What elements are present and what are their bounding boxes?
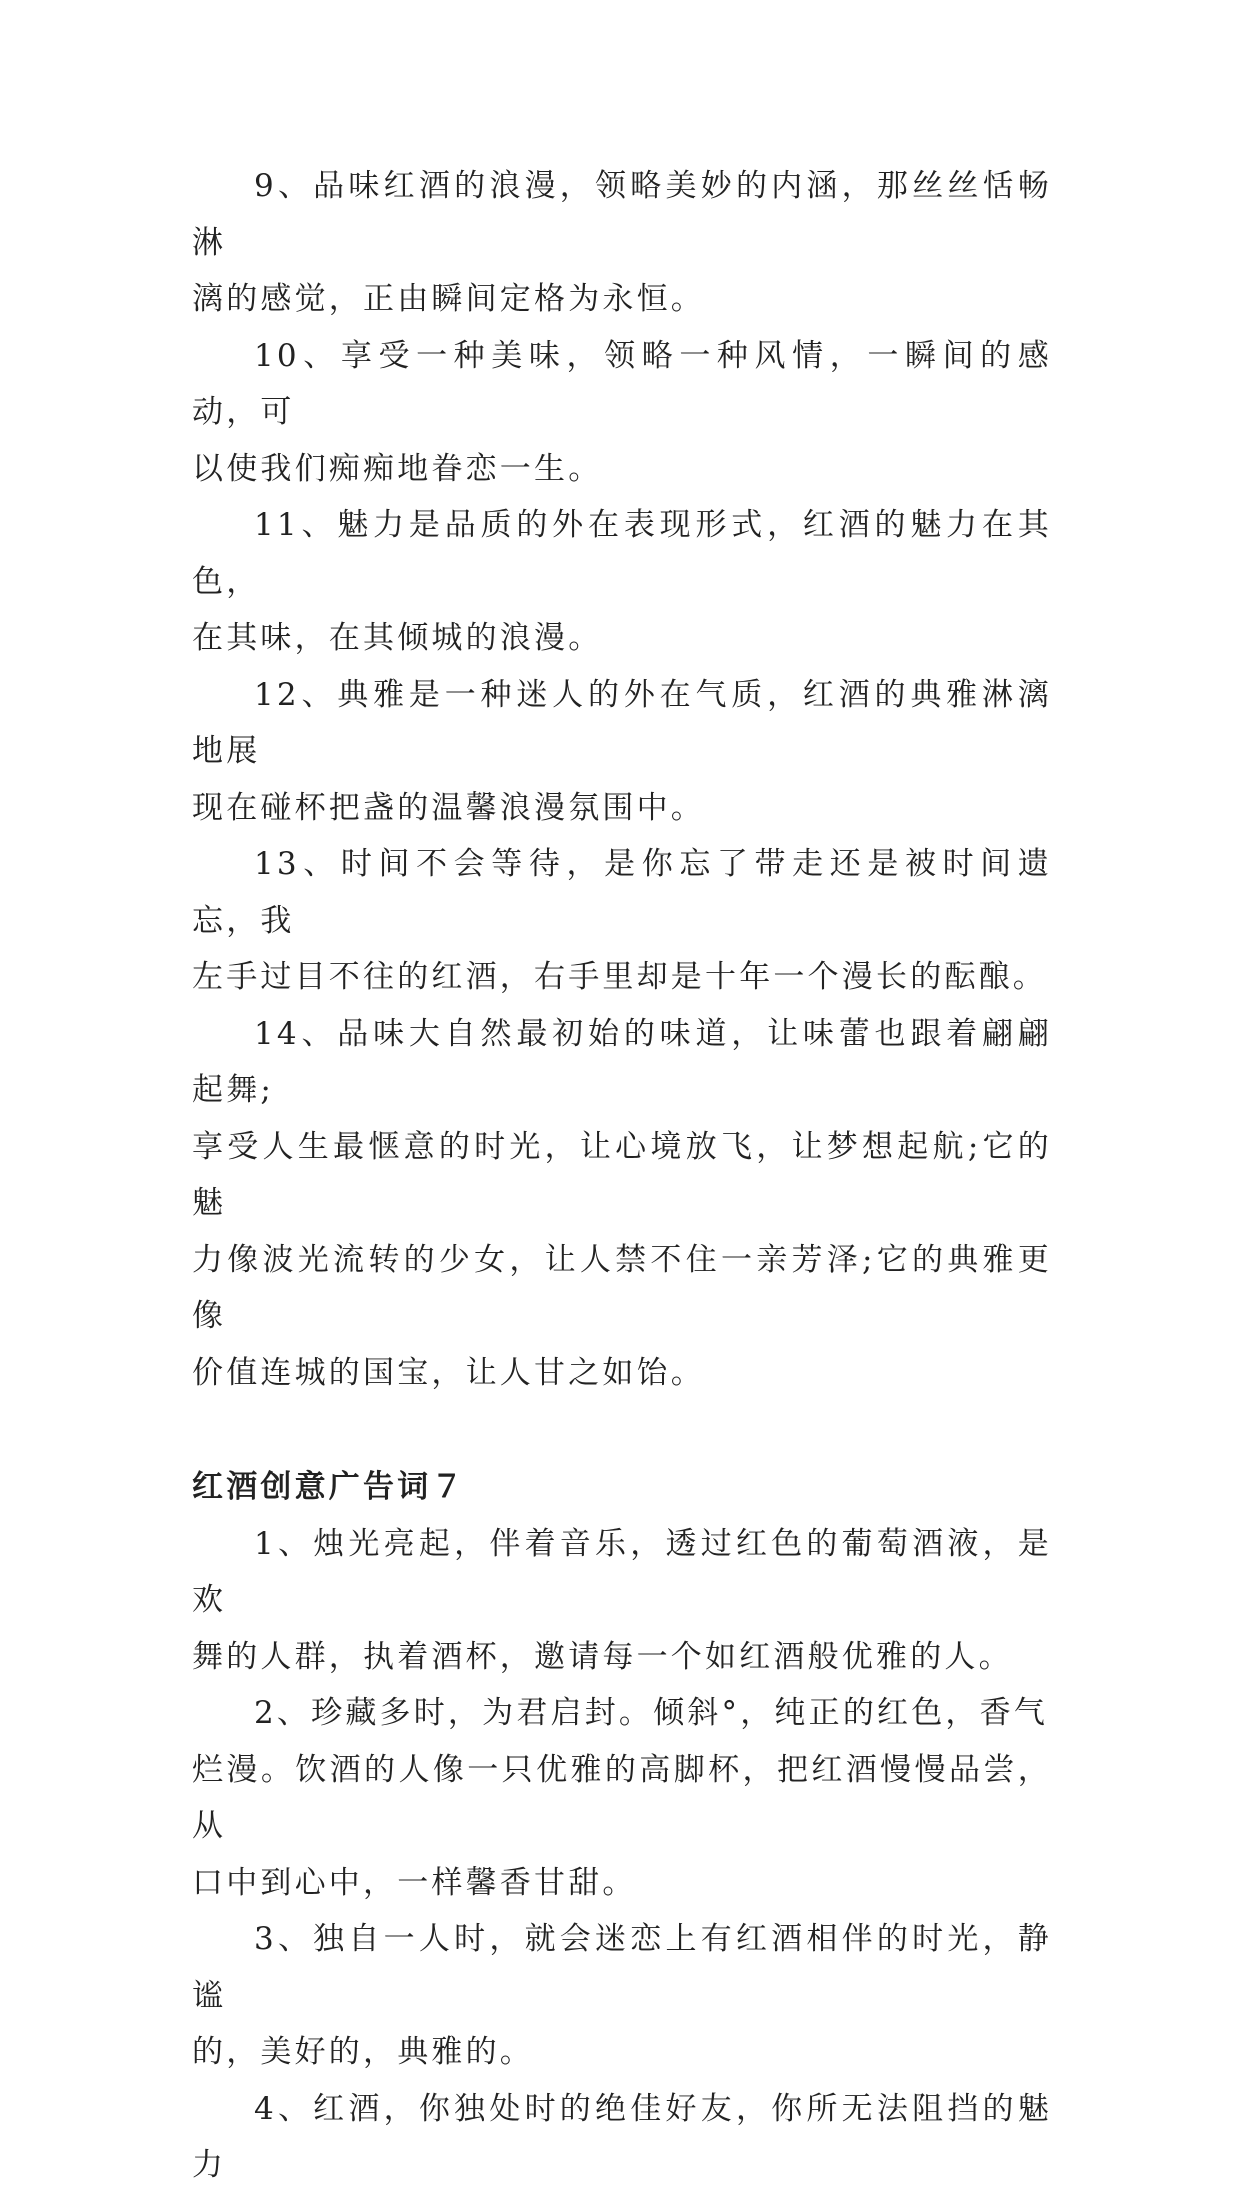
paragraph-9: 9、品味红酒的浪漫，领略美妙的内涵，那丝丝恬畅淋 漓的感觉，正由瞬间定格为永恒。 <box>192 168 1052 317</box>
paragraph-10: 10、享受一种美味，领略一种风情，一瞬间的感动，可 以使我们痴痴地眷恋一生。 <box>192 337 1052 487</box>
paragraph-2: 2、珍藏多时，为君启封。倾斜°，纯正的红色，香气 烂漫。饮酒的人像一只优雅的高脚杯，把红酒慢慢品尝，从 口中到心中，一样馨香甘甜。 <box>192 1695 1052 1901</box>
paragraph-3: 3、独自一人时，就会迷恋上有红酒相伴的时光，静谧 的，美好的，典雅的。 <box>192 1921 1052 2070</box>
paragraph-13: 13、时间不会等待，是你忘了带走还是被时间遗忘，我 左手过目不往的红酒，右手里却是十年一个漫长的酝酿。 <box>192 846 1052 995</box>
paragraph-11: 11、魅力是品质的外在表现形式，红酒的魅力在其色， 在其味，在其倾城的浪漫。 <box>192 507 1052 656</box>
section-heading: 红酒创意广告词７ <box>192 1469 466 1505</box>
paragraph-14: 14、品味大自然最初始的味道，让味蕾也跟着翩翩起舞; 享受人生最惬意的时光，让心境放飞，让梦想起航;它的魅 力像波光流转的少女，让人禁不住一亲芳泽;它的典雅更像 价值连城的国宝，让人甘之如饴。 <box>192 1015 1052 1391</box>
document-body <box>192 158 1052 2194</box>
paragraph-1: 1、烛光亮起，伴着音乐，透过红色的葡萄酒液，是欢 舞的人群，执着酒杯，邀请每一个如红酒般优雅的人。 <box>192 1525 1052 1675</box>
paragraph-4: 4、红酒，你独处时的绝佳好友，你所无法阻挡的魅力 <box>192 2090 1052 2183</box>
paragraph-12: 12、典雅是一种迷人的外在气质，红酒的典雅淋漓地展 现在碰杯把盏的温馨浪漫氛围中。 <box>192 676 1052 826</box>
